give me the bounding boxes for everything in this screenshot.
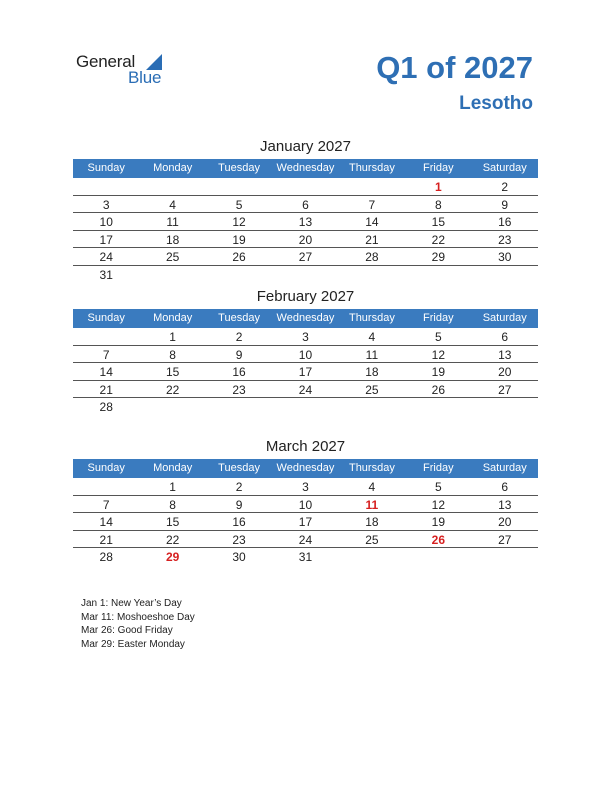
week-row — [73, 381, 538, 399]
month-title: February 2027 — [256, 288, 355, 305]
day-cell: 20 — [498, 365, 512, 379]
month-february — [73, 286, 538, 416]
day-cell: 15 — [431, 215, 445, 229]
day-cell: 19 — [232, 232, 246, 247]
day-cell: 2 — [235, 330, 243, 344]
day-cell: 3 — [302, 480, 309, 494]
day-cell: 12 — [431, 347, 445, 362]
weekday-label: Friday — [423, 312, 454, 324]
day-cell — [405, 548, 471, 566]
day-cell — [139, 178, 205, 195]
day-cell: 13 — [298, 215, 313, 229]
day-cell: 5 — [434, 480, 442, 494]
day-cell: 16 — [498, 215, 512, 229]
day-cell: 31 — [99, 267, 113, 282]
day-cell: 9 — [235, 347, 243, 362]
weekday-label: Tuesday — [218, 162, 260, 174]
week-row — [73, 398, 538, 416]
weekday-label: Saturday — [482, 462, 527, 474]
day-cell — [272, 178, 338, 195]
week-row — [73, 548, 538, 566]
day-cell: 14 — [99, 365, 113, 379]
day-cell: 29 — [431, 250, 445, 264]
country-name: Lesotho — [459, 93, 533, 114]
week-row — [73, 363, 538, 381]
weekday-label: Friday — [423, 162, 454, 174]
day-cell: 31 — [298, 550, 313, 564]
day-cell: 25 — [365, 382, 379, 397]
day-cell: 7 — [102, 347, 110, 362]
day-cell — [339, 398, 405, 416]
day-cell — [139, 266, 205, 284]
weekday-label: Saturday — [482, 312, 527, 324]
day-cell — [405, 266, 471, 284]
day-cell: 18 — [365, 515, 379, 529]
day-cell: 14 — [365, 215, 379, 229]
day-cell: 19 — [431, 515, 445, 529]
day-cell: 25 — [365, 532, 379, 547]
day-cell: 6 — [302, 197, 309, 212]
week-row — [73, 513, 538, 531]
month-january — [73, 136, 538, 283]
day-cell: 27 — [498, 382, 512, 397]
week-row — [73, 346, 538, 364]
day-cell — [73, 178, 139, 195]
holiday-note: Mar 26: Good Friday — [81, 625, 173, 636]
day-cell: 28 — [99, 400, 113, 414]
day-cell: 2 — [501, 180, 509, 194]
weekday-header — [73, 159, 538, 178]
week-row — [73, 531, 538, 549]
day-cell: 4 — [169, 197, 176, 212]
week-row — [73, 213, 538, 231]
day-cell: 5 — [434, 330, 442, 344]
day-cell: 3 — [102, 197, 110, 212]
day-cell — [73, 328, 139, 345]
day-cell: 27 — [298, 250, 313, 264]
week-row — [73, 196, 538, 214]
day-cell: 22 — [165, 532, 180, 547]
day-cell: 24 — [298, 532, 313, 547]
brand-logo — [76, 52, 176, 92]
day-cell: 24 — [99, 250, 113, 264]
weekday-label: Wednesday — [276, 312, 335, 324]
weekday-label: Friday — [423, 462, 454, 474]
day-cell: 9 — [501, 197, 509, 212]
day-cell: 26 — [431, 382, 445, 397]
week-row — [73, 478, 538, 496]
day-cell: 30 — [232, 550, 246, 564]
weekday-label: Monday — [153, 162, 193, 174]
day-cell: 20 — [298, 232, 313, 247]
day-cell — [339, 548, 405, 566]
day-cell: 6 — [501, 330, 509, 344]
weekday-header — [73, 459, 538, 478]
week-row — [73, 266, 538, 284]
weekday-label: Wednesday — [276, 462, 335, 474]
day-cell: 16 — [232, 365, 246, 379]
day-cell: 10 — [99, 215, 113, 229]
day-cell: 1 — [434, 180, 442, 194]
day-cell: 7 — [102, 497, 110, 512]
day-cell — [73, 478, 139, 495]
day-cell — [139, 398, 205, 416]
weekday-label: Monday — [153, 462, 193, 474]
logo-word-general: General — [76, 52, 136, 71]
day-cell: 28 — [365, 250, 379, 264]
holiday-note: Mar 11: Moshoeshoe Day — [81, 611, 195, 623]
day-cell: 20 — [498, 515, 512, 529]
day-cell: 7 — [368, 197, 376, 212]
day-cell: 15 — [165, 365, 180, 379]
day-cell — [472, 266, 538, 284]
day-cell: 12 — [232, 215, 246, 229]
day-cell: 17 — [298, 365, 313, 379]
day-cell: 19 — [431, 365, 445, 379]
week-row — [73, 248, 538, 266]
weekday-label: Thursday — [348, 162, 395, 174]
day-cell: 23 — [232, 532, 246, 547]
day-cell: 21 — [99, 532, 113, 547]
day-cell: 16 — [232, 515, 246, 529]
holiday-note: Mar 29: Easter Monday — [81, 638, 185, 650]
weekday-header — [73, 309, 538, 328]
day-cell: 21 — [99, 382, 113, 397]
day-cell: 13 — [498, 497, 512, 512]
day-cell: 15 — [165, 515, 180, 529]
day-cell: 9 — [235, 497, 243, 512]
day-cell: 12 — [431, 497, 445, 512]
day-cell: 29 — [165, 550, 180, 564]
day-cell: 18 — [365, 365, 379, 379]
day-cell: 18 — [165, 232, 180, 247]
day-cell: 8 — [169, 347, 176, 362]
day-cell: 14 — [99, 515, 113, 529]
weekday-label: Sunday — [87, 162, 125, 174]
day-cell: 23 — [232, 382, 246, 397]
month-title: January 2027 — [260, 138, 351, 155]
day-cell: 10 — [298, 347, 313, 362]
page-title: Q1 of 2027 — [376, 50, 533, 85]
week-row — [73, 496, 538, 514]
day-cell: 1 — [169, 330, 176, 344]
day-cell: 24 — [298, 382, 313, 397]
week-row — [73, 328, 538, 346]
day-cell: 8 — [169, 497, 176, 512]
day-cell — [339, 178, 405, 195]
day-cell — [206, 178, 272, 195]
day-cell: 11 — [166, 215, 179, 229]
day-cell: 2 — [235, 480, 243, 494]
day-cell — [206, 398, 272, 416]
day-cell: 8 — [434, 197, 442, 212]
weekday-label: Saturday — [482, 162, 527, 174]
day-cell: 17 — [99, 232, 113, 247]
day-cell — [206, 266, 272, 284]
week-row — [73, 231, 538, 249]
day-cell: 1 — [169, 480, 176, 494]
month-title: March 2027 — [265, 438, 346, 455]
weekday-label: Thursday — [348, 462, 395, 474]
day-cell: 21 — [365, 232, 379, 247]
day-cell: 11 — [365, 347, 379, 362]
day-cell: 23 — [498, 232, 512, 247]
month-march — [73, 436, 538, 566]
day-cell: 25 — [165, 250, 180, 264]
day-cell: 6 — [501, 480, 509, 494]
weekday-label: Monday — [153, 312, 193, 324]
day-cell: 22 — [165, 382, 180, 397]
day-cell — [472, 548, 538, 566]
day-cell: 26 — [232, 250, 246, 264]
logo-word-blue: Blue — [128, 68, 162, 87]
day-cell — [339, 266, 405, 284]
day-cell: 30 — [498, 250, 512, 264]
day-cell: 11 — [365, 497, 379, 512]
day-cell: 28 — [99, 550, 113, 564]
day-cell: 17 — [298, 515, 313, 529]
day-cell: 10 — [298, 497, 313, 512]
week-row — [73, 178, 538, 196]
day-cell — [272, 398, 338, 416]
day-cell: 22 — [431, 232, 445, 247]
day-cell: 4 — [368, 330, 376, 344]
holiday-notes — [81, 597, 195, 651]
weekday-label: Tuesday — [218, 312, 260, 324]
weekday-label: Sunday — [87, 462, 125, 474]
day-cell: 13 — [498, 347, 512, 362]
day-cell — [472, 398, 538, 416]
day-cell: 26 — [431, 532, 445, 547]
holiday-note: Jan 1: New Year’s Day — [81, 598, 182, 609]
day-cell — [272, 266, 338, 284]
day-cell — [405, 398, 471, 416]
weekday-label: Sunday — [87, 312, 125, 324]
day-cell: 4 — [368, 480, 376, 494]
weekday-label: Wednesday — [276, 162, 335, 174]
day-cell: 3 — [302, 330, 309, 344]
weekday-label: Tuesday — [218, 462, 260, 474]
day-cell: 5 — [235, 197, 243, 212]
day-cell: 27 — [498, 532, 512, 547]
weekday-label: Thursday — [348, 312, 395, 324]
